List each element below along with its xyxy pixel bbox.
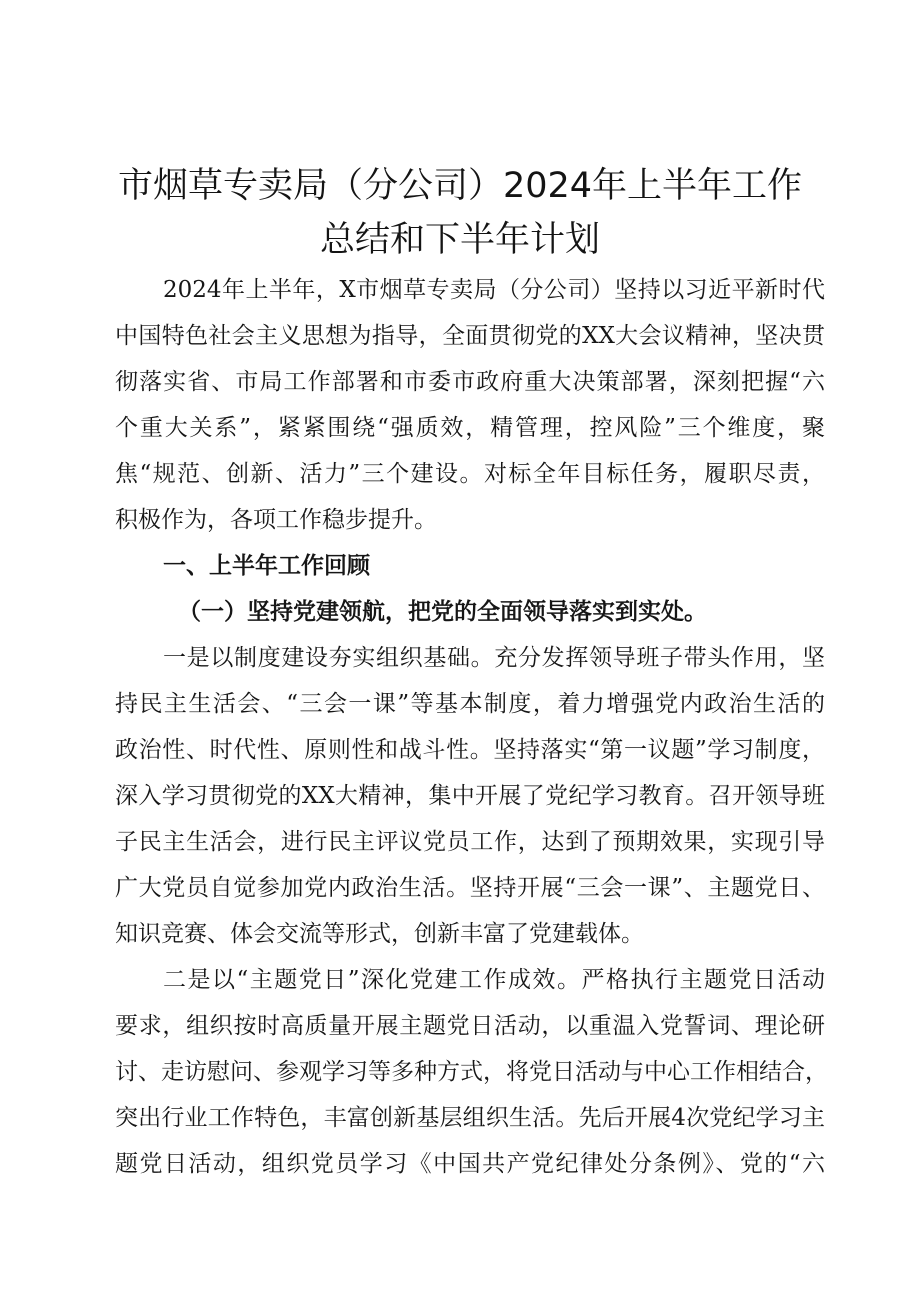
intro-line: 焦“规范、创新、活力”三个建设。对标全年目标任务，履职尽责， <box>115 461 825 487</box>
paragraph-line: 持民主生活会、“三会一课”等基本制度，着力增强党内政治生活的 <box>115 691 825 717</box>
paragraph-line: 要求，组织按时高质量开展主题党日活动，以重温入党誓词、理论研 <box>115 1013 825 1039</box>
paragraph-line: 二是以“主题党日”深化党建工作成效。严格执行主题党日活动 <box>163 967 825 993</box>
paragraph-line: 子民主生活会，进行民主评议党员工作，达到了预期效果，实现引导 <box>115 829 825 855</box>
paragraph-line: 广大党员自觉参加党内政治生活。坚持开展“三会一课”、主题党日、 <box>115 875 825 901</box>
paragraph-line: 一是以制度建设夯实组织基础。充分发挥领导班子带头作用，坚 <box>163 645 825 671</box>
intro-line: 积极作为，各项工作稳步提升。 <box>115 507 437 533</box>
paragraph-line: 突出行业工作特色，丰富创新基层组织生活。先后开展4次党纪学习主 <box>115 1105 825 1131</box>
document-title-line-2: 总结和下半年计划 <box>319 220 600 260</box>
section-heading: 一、上半年工作回顾 <box>163 552 370 579</box>
intro-line: 中国特色社会主义思想为指导，全面贯彻党的XX大会议精神，坚决贯 <box>115 323 825 349</box>
paragraph-line: 讨、走访慰问、参观学习等多种方式，将党日活动与中心工作相结合， <box>115 1059 828 1085</box>
paragraph-line: 知识竞赛、体会交流等形式，创新丰富了党建载体。 <box>115 921 644 947</box>
paragraph-line: 深入学习贯彻党的XX大精神，集中开展了党纪学习教育。召开领导班 <box>115 783 825 809</box>
paragraph-line: 题党日活动，组织党员学习《中国共产党纪律处分条例》、党的“六 <box>115 1151 825 1177</box>
intro-line: 个重大关系”，紧紧围绕“强质效，精管理，控风险”三个维度，聚 <box>115 415 825 441</box>
document-title-line-1: 市烟草专卖局（分公司）2024年上半年工作 <box>117 166 803 206</box>
intro-line: 彻落实省、市局工作部署和市委市政府重大决策部署，深刻把握“六 <box>115 369 825 395</box>
subsection-heading: （一）坚持党建领航，把党的全面领导落实到实处。 <box>178 598 707 625</box>
intro-line: 2024年上半年，X市烟草专卖局（分公司）坚持以习近平新时代 <box>163 277 825 303</box>
paragraph-line: 政治性、时代性、原则性和战斗性。坚持落实“第一议题”学习制度， <box>115 737 825 763</box>
